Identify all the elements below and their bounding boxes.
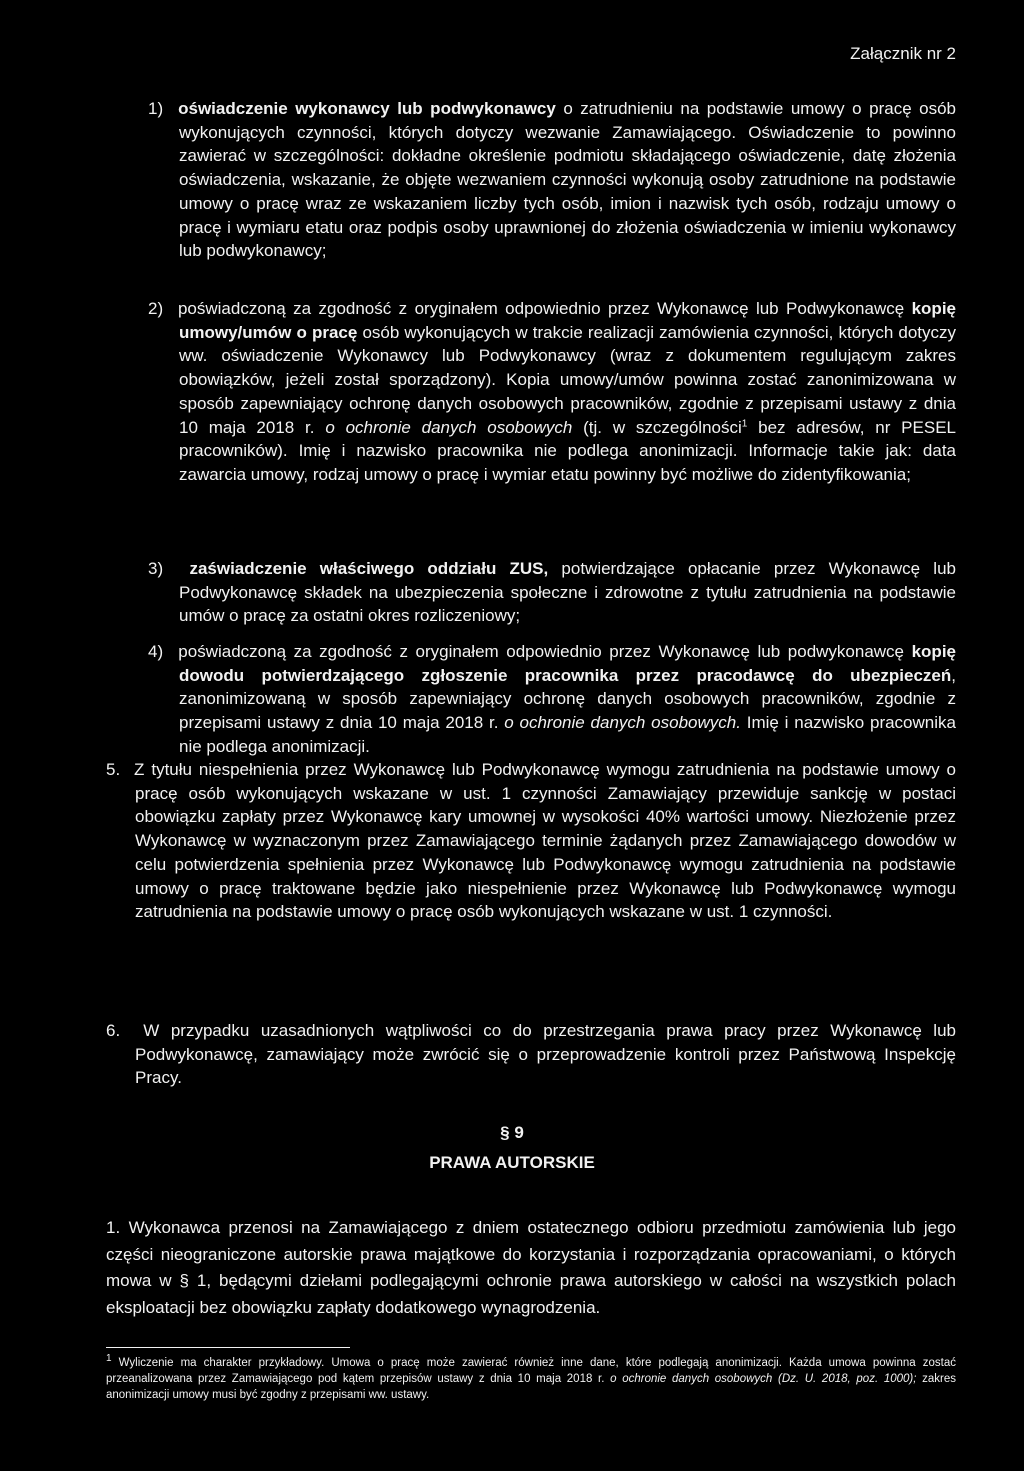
point-number: 5. [106, 760, 121, 779]
attachment-label: Załącznik nr 2 [850, 44, 956, 63]
list-item-number: 2) [148, 299, 164, 318]
list-item-bold: zaświadczenie właściwego oddziału ZUS, [189, 559, 549, 578]
list-item-text: poświadczoną za zgodność z oryginałem odpowiednio przez Wykonawcę lub podwykonawcę [178, 642, 912, 661]
footnote-text: Wyliczenie ma charakter przykładowy. Umowa o pracę może zawierać również inne dane, które podlegają anonimizacji. Każda umowa powinna zostać przeanalizowana przez Zamawiającego pod kątem przepisów ustawy z dnia 10 maja 2018 r. [106, 1357, 956, 1385]
list-item-3 [148, 557, 956, 628]
list-item-text: potwierdzające opłacanie przez Wykonawcę lub Podwykonawcę składek na ubezpieczenia społeczne i zdrowotne z tytułu zatrudnienia na podstawie umów o pracę za ostatni okres rozliczeniowy; [179, 559, 956, 626]
list-item-number: 3) [148, 559, 164, 578]
list-item-italic: o ochronie danych osobowych [325, 417, 573, 437]
list-item-bold: kopię umowy/umów o pracę [179, 299, 956, 342]
list-item-text: (tj. w szczególności [572, 417, 742, 437]
list-item-bold: kopię dowodu potwierdzającego zgłoszenie pracownika przez pracodawcę do ubezpieczeń [179, 642, 956, 685]
point-5 [106, 758, 956, 924]
section-title: PRAWA AUTORSKIE [429, 1153, 595, 1172]
list-item-4 [148, 640, 956, 759]
point-number: 6. [106, 1021, 121, 1040]
list-item-text: , zanonimizowaną w sposób zapewniający ochronę danych osobowych pracowników, zgodnie z przepisami ustawy z dnia 10 maja 2018 r. [179, 665, 956, 733]
footnote-italic: o ochronie danych osobowych (Dz. U. 2018, poz. 1000); [610, 1372, 917, 1385]
list-item-bold: oświadczenie wykonawcy lub podwykonawcy [178, 99, 556, 118]
list-item-text: Imię i nazwisko pracownika nie podlega anonimizacji. [179, 713, 956, 756]
section-number: § 9 [500, 1123, 524, 1142]
footnote-divider [106, 1347, 350, 1348]
point-text: W przypadku uzasadnionych wątpliwości co do przestrzegania prawa pracy przez Wykonawcę lub Podwykonawcę, zamawiający może zwrócić się o przeprowadzenie kontroli przez Państwową Inspekcję Pracy. [135, 1021, 956, 1088]
point-6 [106, 1019, 956, 1090]
list-item-number: 1) [148, 99, 164, 118]
list-item-2 [148, 297, 956, 487]
list-item-text: osób wykonujących w trakcie realizacji zamówienia czynności, których dotyczy ww. oświadczenie Wykonawcy lub Podwykonawcy (wraz z dokumentem regulującym zakres obowiązków, jeżeli został sporządzony). Kopia umowy/umów powinna zostać zanonimizowana w sposób zapewniający ochronę danych osobowych pracowników, zgodnie z przepisami ustawy z dnia 10 maja 2018 r. [179, 322, 957, 437]
paragraph-number: 1. [106, 1218, 121, 1237]
list-item-text: bez adresów, nr PESEL pracowników). Imię i nazwisko pracownika nie podlega anonimizacji. Informacje takie jak: data zawarcia umowy, rodzaj umowy o pracę i wymiar etatu powinny być możliwe do zidentyfikowania; [179, 417, 956, 484]
point-text: Z tytułu niespełnienia przez Wykonawcę lub Podwykonawcę wymogu zatrudnienia na podstawie umowy o pracę osób wykonujących wskazane w ust. 1 czynności Zamawiający przewiduje sankcję w postaci obowiązku zapłaty przez Wykonawcę kary umownej w wysokości 40% wartości umowy. Niezłożenie przez Wykonawcę w wyznaczonym przez Zamawiającego terminie żądanych przez Zamawiającego dowodów w celu potwierdzenia spełnienia przez Wykonawcę lub Podwykonawcę wymogu zatrudnienia na podstawie umowy o pracę traktowane będzie jako niespełnienie przez Wykonawcę lub Podwykonawcę wymogu zatrudnienia na podstawie umowy o pracę osób wykonujących wskazane w ust. 1 czynności. [134, 760, 956, 922]
footnote-mark: 1 [106, 1353, 112, 1365]
list-item-italic: o ochronie danych osobowych. [504, 713, 741, 733]
footnote-reference: 1 [741, 417, 748, 429]
paragraph-text: Wykonawca przenosi na Zamawiającego z dniem ostatecznego odbioru przedmiotu zamówienia lub jego części nieograniczone autorskie prawa majątkowe do korzystania i rozporządzania opracowaniami, o których mowa w § 1, będącymi dziełami podlegającymi ochronie prawa autorskiego w całości na wszystkich polach eksploatacji bez obowiązku zapłaty dodatkowego wynagrodzenia. [106, 1218, 956, 1317]
footnote [106, 1353, 956, 1403]
footnote-text: zakres anonimizacji umowy musi być zgodny z przepisami ww. ustawy. [106, 1372, 956, 1401]
list-item-number: 4) [148, 642, 164, 661]
list-item-text: o zatrudnieniu na podstawie umowy o pracę osób wykonujących czynności, których dotyczy wezwanie Zamawiającego. Oświadczenie to powinno zawierać w szczególności: dokładne określenie podmiotu składającego oświadczenie, datę złożenia oświadczenia, wskazanie, że objęte wezwaniem czynności wykonują osoby zatrudnione na podstawie umowy o pracę wraz ze wskazaniem liczby tych osób, imion i nazwisk tych osób, rodzaju umowy o pracę i wymiaru etatu oraz podpis osoby uprawnionej do złożenia oświadczenia w imieniu wykonawcy lub podwykonawcy; [179, 99, 957, 261]
list-item-1 [148, 97, 956, 263]
copyright-paragraph [106, 1215, 956, 1321]
list-item-text: poświadczoną za zgodność z oryginałem odpowiednio przez Wykonawcę lub Podwykonawcę [177, 299, 912, 318]
